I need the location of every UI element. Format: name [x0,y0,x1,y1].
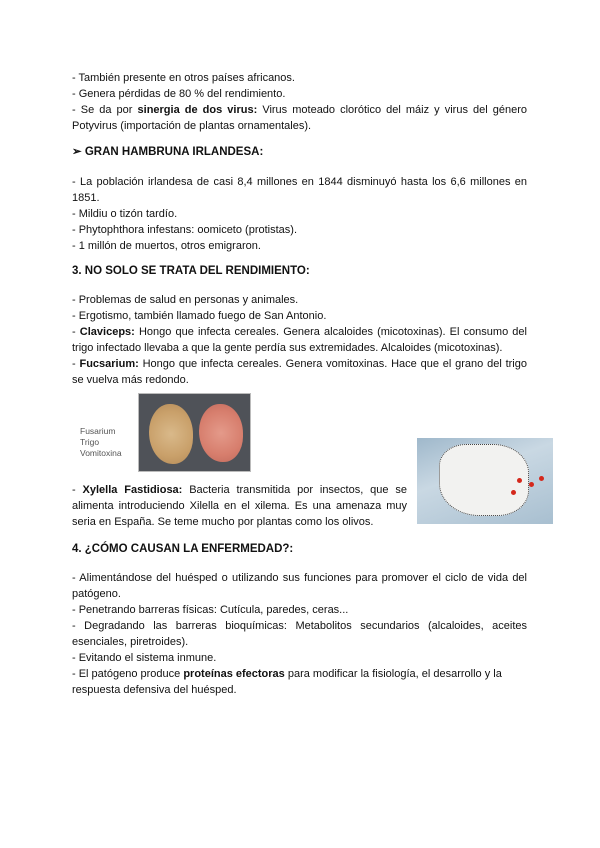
section-4-body [72,570,527,698]
text: - [72,358,80,370]
spain-xylella-map [417,438,553,524]
paragraph: - Degradando las barreras bioquímicas: Metabolitos secundarios (alcaloides, aceites esenciales, piretroides). [72,620,527,648]
paragraph: - 1 millón de muertos, otros emigraron. [72,240,261,252]
caption-line: Vomitoxina [80,448,122,458]
paragraph: - Alimentándose del huésped o utilizando sus funciones para promover el ciclo de vida del patógeno. [72,572,527,600]
paragraph [72,666,527,698]
spain-land [439,444,529,516]
caption-line: Fusarium [80,426,116,436]
bold-text: sinergia de dos virus: [137,104,258,116]
paragraph: - Genera pérdidas de 80 % del rendimiento. [72,88,286,100]
text: Virus moteado clorótico del máiz y virus del género Potyvirus (importación de plantas ornamentales). [72,104,528,132]
paragraph: - La población irlandesa de casi 8,4 millones en 1844 disminuyó hasta los 6,6 millones en 1851. [72,176,527,204]
heading-section-4: 4. ¿CÓMO CAUSAN LA ENFERMEDAD?: [72,543,294,555]
hambruna-section [72,174,527,254]
xylella-paragraph [72,482,407,530]
text: - [72,484,83,496]
outbreak-marker [529,482,534,487]
paragraph [72,482,407,530]
text: - Se da por [72,104,138,116]
text: - [72,326,80,338]
paragraph: - Penetrando barreras físicas: Cutícula, paredes, ceras... [72,604,349,616]
paragraph [72,324,527,356]
paragraph: - Problemas de salud en personas y animales. [72,294,299,306]
intro-section [72,70,527,134]
text: Bacteria transmitida por insectos, que se alimenta introduciendo Xilella en el xilema. Es una amenaza muy seria en España. Se teme mucho por plantas como los olivos. [72,484,407,528]
outbreak-marker [511,490,516,495]
caption-line: Trigo [80,437,100,447]
bold-text: proteínas efectoras [183,668,285,680]
paragraph: - Ergotismo, también llamado fuego de San Antonio. [72,310,327,322]
bold-text: Claviceps: [79,326,135,338]
bold-text: Fucsarium: [79,358,139,370]
bold-text: Xylella Fastidiosa: [82,484,183,496]
healthy-grain-pile [149,404,193,464]
section-3-body [72,292,527,388]
outbreak-marker [517,478,522,483]
heading-section-3: 3. NO SOLO SE TRATA DEL RENDIMIENTO: [72,265,310,277]
wheat-grains-photo [138,393,251,472]
paragraph: - También presente en otros países africanos. [72,72,295,84]
infected-grain-pile [199,404,243,462]
heading-hambruna: ➢ GRAN HAMBRUNA IRLANDESA: [72,146,264,158]
text: Hongo que infecta cereales. Genera alcaloides (micotoxinas). El consumo del trigo infectado llevaba a que la gente perdía sus extremidades. Alcaloides (micotoxinas). [72,326,527,354]
text: Hongo que infecta cereales. Genera vomitoxinas. Hace que el grano del trigo se vuelva más redondo. [72,358,527,386]
text: - El patógeno produce [72,668,184,680]
text: para modificar la fisiología, el desarrollo y la respuesta defensiva del huésped. [72,668,502,696]
paragraph [72,356,527,388]
paragraph: - Phytophthora infestans: oomiceto (protistas). [72,224,297,236]
paragraph: - Evitando el sistema inmune. [72,652,217,664]
paragraph: - Mildiu o tizón tardío. [72,208,178,220]
paragraph [72,102,527,134]
outbreak-marker [539,476,544,481]
image-caption [80,426,122,459]
